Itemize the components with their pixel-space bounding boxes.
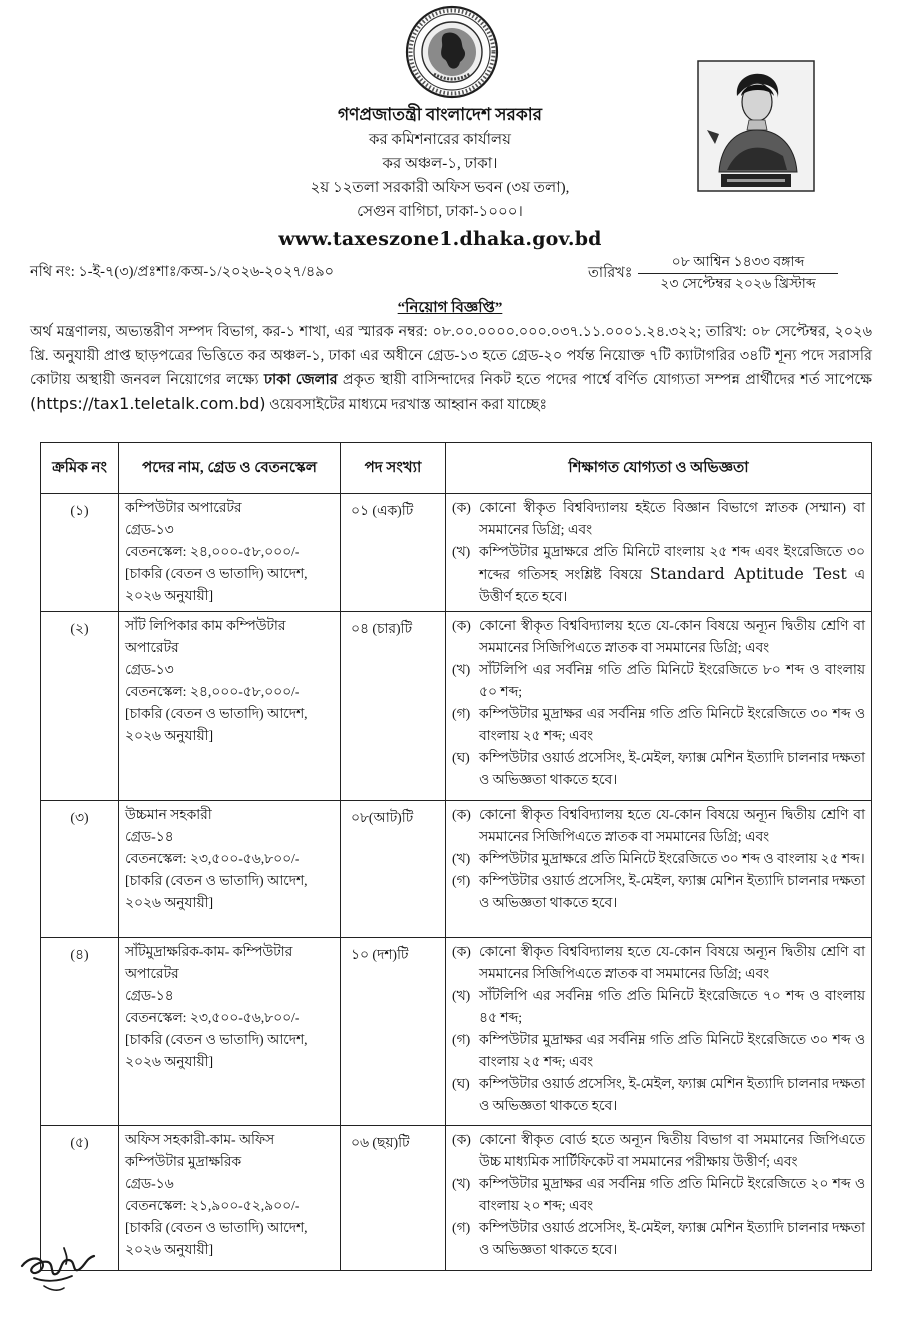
header-post: পদের নাম, গ্রেড ও বেতনস্কেল	[119, 443, 341, 494]
qualification-item	[452, 870, 865, 914]
notice-title-text: “নিয়োগ বিজ্ঞপ্তি”	[397, 300, 503, 316]
post-title: সাঁট লিপিকার কাম কম্পিউটার অপারেটর	[125, 618, 286, 655]
intro-text-1: অর্থ মন্ত্রণালয়, অভ্যন্তরীণ সম্পদ বিভাগ, কর-১ শাখা, এর স্মারক নম্বর: ০৮.০০.০০০০.০০০.০৩৭.১১.০০০১.২৪.৩২২; তারিখ: ০৮ সেপ্টেম্বর, ২০২৬ খ্রি. অনুযায়ী প্রাপ্ত ছাড়পত্রের ভিত্তিতে কর অঞ্চল-১, ঢাকা এর অধীনে গ্রেড-১৩ হতে গ্রেড-২০ পর্যন্ত নিয়োক্ত ৭টি ক্যাটাগরির ৩৪টি শূন্য পদে সরাসরি কোটায় অস্থায়ী জনবল নিয়োগের লক্ষ্যে	[30, 324, 872, 388]
qualification-label: (গ)	[452, 706, 471, 721]
post-order-note: ২০২৬ অনুযায়ী]	[125, 1054, 214, 1069]
date-bangla: ০৮ আশ্বিন ১৪৩৩ বঙ্গাব্দ	[638, 252, 838, 274]
post-count-cell: ১০ (দশ)টি	[341, 938, 446, 1126]
qualification-label: (ঘ)	[452, 750, 470, 765]
serial-cell: (২)	[41, 612, 119, 801]
post-cell	[119, 612, 341, 801]
government-name: গণপ্রজাতন্ত্রী বাংলাদেশ সরকার	[337, 105, 543, 124]
qualification-label: (গ)	[452, 873, 471, 888]
table-row	[41, 612, 872, 801]
qualification-text: সাঁটলিপি এর সর্বনিম্ন গতি প্রতি মিনিটে ইংরেজিতে ৭০ শব্দ ও বাংলায় ৪৫ শব্দ;	[479, 988, 865, 1025]
office-website: www.taxeszone1.dhaka.gov.bd	[278, 228, 602, 250]
aptitude-test-name: Standard Aptitude Test	[649, 564, 847, 583]
qualification-label: (ঘ)	[452, 1076, 470, 1091]
post-grade: গ্রেড-১৪	[125, 829, 174, 844]
qualification-item	[452, 659, 865, 703]
qualification-label: (ক)	[452, 807, 471, 822]
post-order-note: ২০২৬ অনুযায়ী]	[125, 1242, 214, 1257]
post-title: কম্পিউটার অপারেটর	[125, 500, 242, 515]
table-row	[41, 494, 872, 612]
qualification-item	[452, 941, 865, 985]
post-order-note: [চাকরি (বেতন ও ভাতাদি) আদেশ,	[125, 873, 308, 888]
post-order-note: [চাকরি (বেতন ও ভাতাদি) আদেশ,	[125, 566, 308, 581]
qualification-text: কম্পিউটার ওয়ার্ড প্রসেসিং, ই-মেইল, ফ্যাক্স মেশিন ইত্যাদি চালনার দক্ষতা ও অভিজ্ঞতা থাকতে হবে।	[479, 1076, 865, 1113]
tax-zone: কর অঞ্চল-১, ঢাকা।	[382, 156, 498, 172]
qualification-label: (খ)	[452, 662, 471, 677]
qualification-item	[452, 1129, 865, 1173]
qualification-text: কম্পিউটার মুদ্রাক্ষরে প্রতি মিনিটে ইংরেজিতে ৩০ শব্দ ও বাংলায় ২৫ শব্দ।	[479, 851, 865, 866]
post-count-cell: ০৮(আট)টি	[341, 801, 446, 938]
office-header	[0, 102, 880, 253]
post-order-note: ২০২৬ অনুযায়ী]	[125, 588, 214, 603]
qualification-item	[452, 497, 865, 541]
qualification-item	[452, 615, 865, 659]
qualification-item	[452, 1073, 865, 1117]
post-count-cell: ০৬ (ছয়)টি	[341, 1126, 446, 1271]
post-grade: গ্রেড-১৪	[125, 988, 174, 1003]
qualification-label: (ক)	[452, 1132, 471, 1147]
serial-cell: (৫)	[41, 1126, 119, 1271]
application-url: (https://tax1.teletalk.com.bd)	[30, 394, 266, 413]
post-cell	[119, 938, 341, 1126]
qualification-text: কোনো স্বীকৃত বিশ্ববিদ্যালয় হতে যে-কোন বিষয়ে অন্যূন দ্বিতীয় শ্রেণি বা সমমানের সিজিপিএতে স্নাতক বা সমমানের ডিগ্রি; এবং	[479, 944, 865, 981]
table-row	[41, 1126, 872, 1271]
qualification-cell	[446, 1126, 872, 1271]
qualification-text: কম্পিউটার মুদ্রাক্ষর এর সর্বনিম্ন গতি প্রতি মিনিটে ইংরেজিতে ৩০ শব্দ ও বাংলায় ২৫ শব্দ; এবং	[479, 1032, 865, 1069]
date-gregorian: ২৩ সেপ্টেম্বর ২০২৬ খ্রিস্টাব্দ	[660, 277, 816, 292]
qualification-label: (খ)	[452, 544, 471, 559]
qualification-text: কোনো স্বীকৃত বোর্ড হতে অন্যূন দ্বিতীয় বিভাগ বা সমমানের জিপিএতে উচ্চ মাধ্যমিক সার্টিফিকেট বা সমমানের পরীক্ষায় উত্তীর্ণ; এবং	[479, 1132, 865, 1169]
post-pay-scale: বেতনস্কেল: ২১,৯০০-৫২,৯০০/-	[125, 1198, 300, 1213]
post-pay-scale: বেতনস্কেল: ২৪,০০০-৫৮,০০০/-	[125, 684, 300, 699]
intro-text-2: প্রকৃত স্থায়ী বাসিন্দাদের নিকট হতে পদের পার্শ্বে বর্ণিত যোগ্যতা সম্পন্ন প্রার্থীদের শর্ত সাপেক্ষে	[337, 372, 872, 388]
serial-cell: (৩)	[41, 801, 119, 938]
qualification-text-part: এ উত্তীর্ণ হতে হবে।	[479, 567, 865, 604]
qualification-item	[452, 1173, 865, 1217]
qualification-cell	[446, 801, 872, 938]
qualification-cell	[446, 494, 872, 612]
street-address: সেগুন বাগিচা, ঢাকা-১০০০।	[357, 204, 523, 220]
qualification-text: কম্পিউটার ওয়ার্ড প্রসেসিং, ই-মেইল, ফ্যাক্স মেশিন ইত্যাদি চালনার দক্ষতা ও অভিজ্ঞতা থাকতে হবে।	[479, 873, 865, 910]
qualification-item	[452, 1217, 865, 1261]
post-order-note: [চাকরি (বেতন ও ভাতাদি) আদেশ,	[125, 706, 308, 721]
posts-table	[40, 442, 872, 1271]
qualification-item	[452, 804, 865, 848]
date-label: তারিখঃ	[588, 265, 633, 281]
post-order-note: ২০২৬ অনুযায়ী]	[125, 895, 214, 910]
post-count-cell: ০১ (এক)টি	[341, 494, 446, 612]
signature-icon	[14, 1236, 104, 1296]
qualification-label: (খ)	[452, 988, 471, 1003]
qualification-item	[452, 541, 865, 608]
intro-paragraph	[30, 320, 872, 417]
qualification-label: (খ)	[452, 1176, 471, 1191]
government-seal-icon	[404, 4, 500, 100]
post-title: সাঁটমুদ্রাক্ষরিক-কাম- কম্পিউটার অপারেটর	[125, 944, 293, 981]
qualification-text: সাঁটলিপি এর সর্বনিম্ন গতি প্রতি মিনিটে ইংরেজিতে ৮০ শব্দ ও বাংলায় ৫০ শব্দ;	[479, 662, 865, 699]
qualification-item	[452, 703, 865, 747]
qualification-text: কম্পিউটার মুদ্রাক্ষর এর সর্বনিম্ন গতি প্রতি মিনিটে ইংরেজিতে ৩০ শব্দ ও বাংলায় ২৫ শব্দ; এবং	[479, 706, 865, 743]
serial-cell: (৪)	[41, 938, 119, 1126]
qualification-label: (ক)	[452, 944, 471, 959]
qualification-label: (গ)	[452, 1032, 471, 1047]
intro-text-3: ওয়েবসাইটের মাধ্যমে দরখাস্ত আহ্বান করা যাচ্ছেঃ	[265, 397, 548, 413]
post-grade: গ্রেড-১৬	[125, 1176, 174, 1191]
post-pay-scale: বেতনস্কেল: ২৩,৫০০-৫৬,৮০০/-	[125, 1010, 300, 1025]
notice-title	[0, 297, 900, 319]
qualification-text-part: কম্পিউটার মুদ্রাক্ষরে প্রতি মিনিটে বাংলায় ২৫ শব্দ এবং ইংরেজিতে ৩০ শব্দের গতিসহ সংশ্লিষ্ট বিষয়ে	[479, 544, 865, 582]
qualification-text: কম্পিউটার মুদ্রাক্ষর এর সর্বনিম্ন গতি প্রতি মিনিটে ইংরেজিতে ২০ শব্দ ও বাংলায় ২০ শব্দ; এবং	[479, 1176, 865, 1213]
qualification-item	[452, 747, 865, 791]
post-pay-scale: বেতনস্কেল: ২৩,৫০০-৫৬,৮০০/-	[125, 851, 300, 866]
post-order-note: [চাকরি (বেতন ও ভাতাদি) আদেশ,	[125, 1220, 308, 1235]
qualification-label: (ক)	[452, 618, 471, 633]
post-title: উচ্চমান সহকারী	[125, 807, 212, 822]
table-header-row	[41, 443, 872, 494]
qualification-text: কোনো স্বীকৃত বিশ্ববিদ্যালয় হইতে বিজ্ঞান বিভাগে স্নাতক (সম্মান) বা সমমানের ডিগ্রি; এবং	[479, 500, 865, 537]
post-cell	[119, 494, 341, 612]
post-grade: গ্রেড-১৩	[125, 662, 174, 677]
qualification-item	[452, 1029, 865, 1073]
post-title: অফিস সহকারী-কাম- অফিস কম্পিউটার মুদ্রাক্ষরিক	[125, 1132, 275, 1169]
office-name: কর কমিশনারের কার্যালয়	[369, 132, 511, 148]
post-count-cell: ০৪ (চার)টি	[341, 612, 446, 801]
qualification-text: কম্পিউটার ওয়ার্ড প্রসেসিং, ই-মেইল, ফ্যাক্স মেশিন ইত্যাদি চালনার দক্ষতা ও অভিজ্ঞতা থাকতে হবে।	[479, 1220, 865, 1257]
post-order-note: ২০২৬ অনুযায়ী]	[125, 728, 214, 743]
qualification-label: (গ)	[452, 1220, 471, 1235]
table-row	[41, 801, 872, 938]
qualification-cell	[446, 938, 872, 1126]
building-address: ২য় ১২তলা সরকারী অফিস ভবন (৩য় তলা),	[310, 180, 570, 196]
qualification-label: (খ)	[452, 851, 471, 866]
qualification-item	[452, 985, 865, 1029]
qualification-cell	[446, 612, 872, 801]
qualification-text: কোনো স্বীকৃত বিশ্ববিদ্যালয় হতে যে-কোন বিষয়ে অন্যূন দ্বিতীয় শ্রেণি বা সমমানের সিজিপিএতে স্নাতক বা সমমানের ডিগ্রি; এবং	[479, 807, 865, 844]
qualification-text: কোনো স্বীকৃত বিশ্ববিদ্যালয় হতে যে-কোন বিষয়ে অন্যূন দ্বিতীয় শ্রেণি বা সমমানের সিজিপিএতে স্নাতক বা সমমানের ডিগ্রি; এবং	[479, 618, 865, 655]
post-cell	[119, 1126, 341, 1271]
post-grade: গ্রেড-১৩	[125, 522, 174, 537]
qualification-label: (ক)	[452, 500, 471, 515]
header-serial: ক্রমিক নং	[41, 443, 119, 494]
qualification-text: কম্পিউটার ওয়ার্ড প্রসেসিং, ই-মেইল, ফ্যাক্স মেশিন ইত্যাদি চালনার দক্ষতা ও অভিজ্ঞতা থাকতে হবে।	[479, 750, 865, 787]
serial-cell: (১)	[41, 494, 119, 612]
memo-number: নথি নং: ১-ই-৭(৩)/প্রঃশাঃ/কঅ-১/২০২৬-২০২৭/৪৯০	[30, 264, 335, 280]
header-count: পদ সংখ্যা	[341, 443, 446, 494]
post-cell	[119, 801, 341, 938]
post-pay-scale: বেতনস্কেল: ২৪,০০০-৫৮,০০০/-	[125, 544, 300, 559]
header-qualification: শিক্ষাগত যোগ্যতা ও অভিজ্ঞতা	[446, 443, 872, 494]
qualification-text	[479, 541, 865, 608]
intro-bold-district: ঢাকা জেলার	[263, 372, 338, 388]
table-row	[41, 938, 872, 1126]
qualification-item	[452, 848, 865, 870]
date-block	[638, 252, 838, 296]
post-order-note: [চাকরি (বেতন ও ভাতাদি) আদেশ,	[125, 1032, 308, 1047]
